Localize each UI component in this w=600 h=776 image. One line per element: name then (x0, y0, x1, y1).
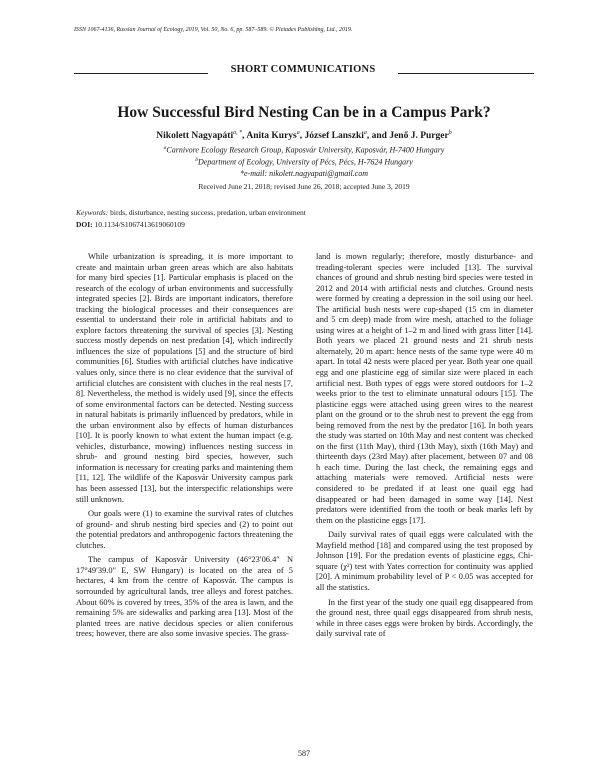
body-paragraph: Daily survival rates of quail eggs were calculated with the Mayfield method [18] and compared using the test proposed by Johnson [19]. For the predation events of plasticine eggs, Chi-square (χ²) test with Yates correction for continuity was applied [20]. A minimum probability level of P < 0.05 was accepted for all the statistics. (316, 530, 533, 592)
body-column-right (316, 252, 533, 640)
author-name: Jenő J. Purger (389, 131, 449, 142)
section-rule-right (398, 73, 534, 74)
body-paragraph: In the first year of the study one quail egg disappeared from the ground nest, three quail eggs disappeared from shrub nests, while in three cases eggs were broken by birds. Accordingly, the daily survival rate of (316, 597, 533, 639)
author-affiliation-marker: a (363, 130, 367, 136)
corresponding-email (74, 169, 534, 178)
affiliation-text: Department of Ecology, University of Pécs, Pécs, H-7624 Hungary (197, 157, 413, 167)
author-name: Nikolett Nagyapáti (156, 131, 234, 142)
doi-value: 10.1134/S1067413619060109 (94, 220, 185, 229)
journal-citation-line: ISSN 1067-4136, Russian Journal of Ecology, 2019, Vol. 50, No. 6, pp. 587–589. © Pleiades Publishing, Ltd., 2019. (74, 27, 353, 33)
author-affiliation-marker: b (448, 130, 452, 136)
author-name: Anita Kurys (246, 131, 297, 142)
affiliation-text: Carnivore Ecology Research Group, Kaposvár University, Kaposvár, H-7400 Hungary (166, 145, 445, 155)
doi-label: DOI: (76, 220, 93, 229)
article-title: How Successful Bird Nesting Can be in a Campus Park? (117, 104, 491, 121)
author-separator: , (242, 131, 247, 142)
section-header (74, 62, 534, 82)
affiliation-marker: a (163, 145, 167, 151)
author-affiliation-marker: a (296, 130, 300, 136)
affiliation (74, 157, 534, 167)
body-paragraph: While urbanization is spreading, it is more important to create and maintain urban green areas which are also habitats for many bird species [1]. Particular emphasis is placed on the research of the ecology of urban environments and successfully integrated species [2]. Birds are important indicators, therefore tracking the biological processes and their consequences are essential to understand their role in artificial habitats and to explore factors threatening the survival of species [3]. Nesting success mostly depends on nest predation [4], which indirectly influences the size of populations [5] and the structure of bird communities [6]. Studies with artificial clutches have indicative values only, since there is no clear evidence that the survival of artificial clutches are consistent with cluches in the real nests [7, 8]. Nevertheless, the method is widely used [9], since the effects of some environmental factors can be detected. Nesting success in natural habitats is primarily influenced by predators, while in the urban environment also by effects of human disturbances [10]. It is poorly known to what extent the human impact (e.g. vehicles, disturbance, mowing) influences nesting success in shrub- and ground nesting bird species, however, such information is necessary for creating parks and maintening them [11, 12]. The wildlife of the Kaposvár University campus park has been assessed [13], but the interspecific relationships were still unknown. (76, 252, 293, 504)
section-rule-left (74, 73, 208, 74)
author-list (74, 130, 534, 141)
author-separator: , (299, 131, 305, 142)
email-text: *e-mail: nikolett.nagyapati@gmail.com (240, 169, 368, 178)
body-paragraph: The campus of Kaposvár University (46°23′06.4″ N 17°49′39.0″ E, SW Hungary) is located on the area of 5 hectares, 4 km from the centre of Kaposvár. The campus is sorrounded by agricultural lands, tree alleys and forest patches. About 60% is covered by trees, 35% of the area is lawn, and the remaining 5% are sidewalks and parking area [13]. Most of the planted trees are native decidous species or alien coniferous trees; however, there are also some invasive species. The grass- (76, 555, 293, 639)
keywords (76, 208, 516, 217)
section-title: SHORT COMMUNICATIONS (230, 64, 376, 75)
author-name: József Lanszki (304, 131, 364, 142)
author-separator: , and (366, 131, 390, 142)
received-dates: Received June 21, 2018; revised June 26, 2018; accepted June 3, 2019 (198, 182, 410, 191)
affiliation (74, 145, 534, 155)
doi (76, 220, 516, 229)
body-paragraph: Our goals were (1) to examine the survival rates of clutches of ground- and shrub nesting bird species and (2) to point out the potential predators and anthropogenic factors threatening the clutches. (76, 509, 293, 550)
body-column-left (76, 252, 293, 640)
keywords-text: birds, disturbance, nesting success, predation, urban environment (110, 208, 306, 217)
body-paragraph: land is mown regularly; therefore, mostly disturbance- and treading-tolerant species were included [13]. The survival chances of ground and shrub nesting bird species were tested in 2012 and 2014 with artificial nests and clutches. Ground nests were formed by creating a depression in the soil using our heel. The artificial bush nests were cup-shaped (15 cm in diameter and 5 cm deep) made from wire mesh, attached to the foliage using wires at a height of 1–2 m and lined with grass litter [14]. Both years we placed 21 ground nests and 21 shrub nests alternately, 20 m apart: hence nests of the same type were 40 m apart. In total 42 nests were placed per year. Both year one quail egg and one plasticine egg of similar size were placed in each artificial nest. Both types of eggs were stored outdoors for 1–2 weeks prior to the test to eliminate unnatural odours [15]. The plasticine eggs were attached using green wires to the nearest plant on the ground or to the shrub nest to prevent the egg from being removed from the nest by the predator [16]. In both years the study was started on 10th May and nest content was checked on the first (11th May), third (13th May), sixth (16th May) and thirteenth days (23rd May) after placement, between 07 and 08 h each time. During the last check, the remaining eggs and attaching materials were removed. Artificial nests were considered to be predated if at least one quail egg had disappeared or had been damaged in some way [14]. Nest predators were identified from the tooth or beak marks left by them on the plasticine eggs [17]. (316, 252, 533, 525)
keywords-label: Keywords: (76, 208, 109, 217)
author-affiliation-marker: a, * (233, 130, 243, 136)
affiliation-marker: b (195, 157, 198, 163)
page-number: 587 (298, 749, 310, 758)
